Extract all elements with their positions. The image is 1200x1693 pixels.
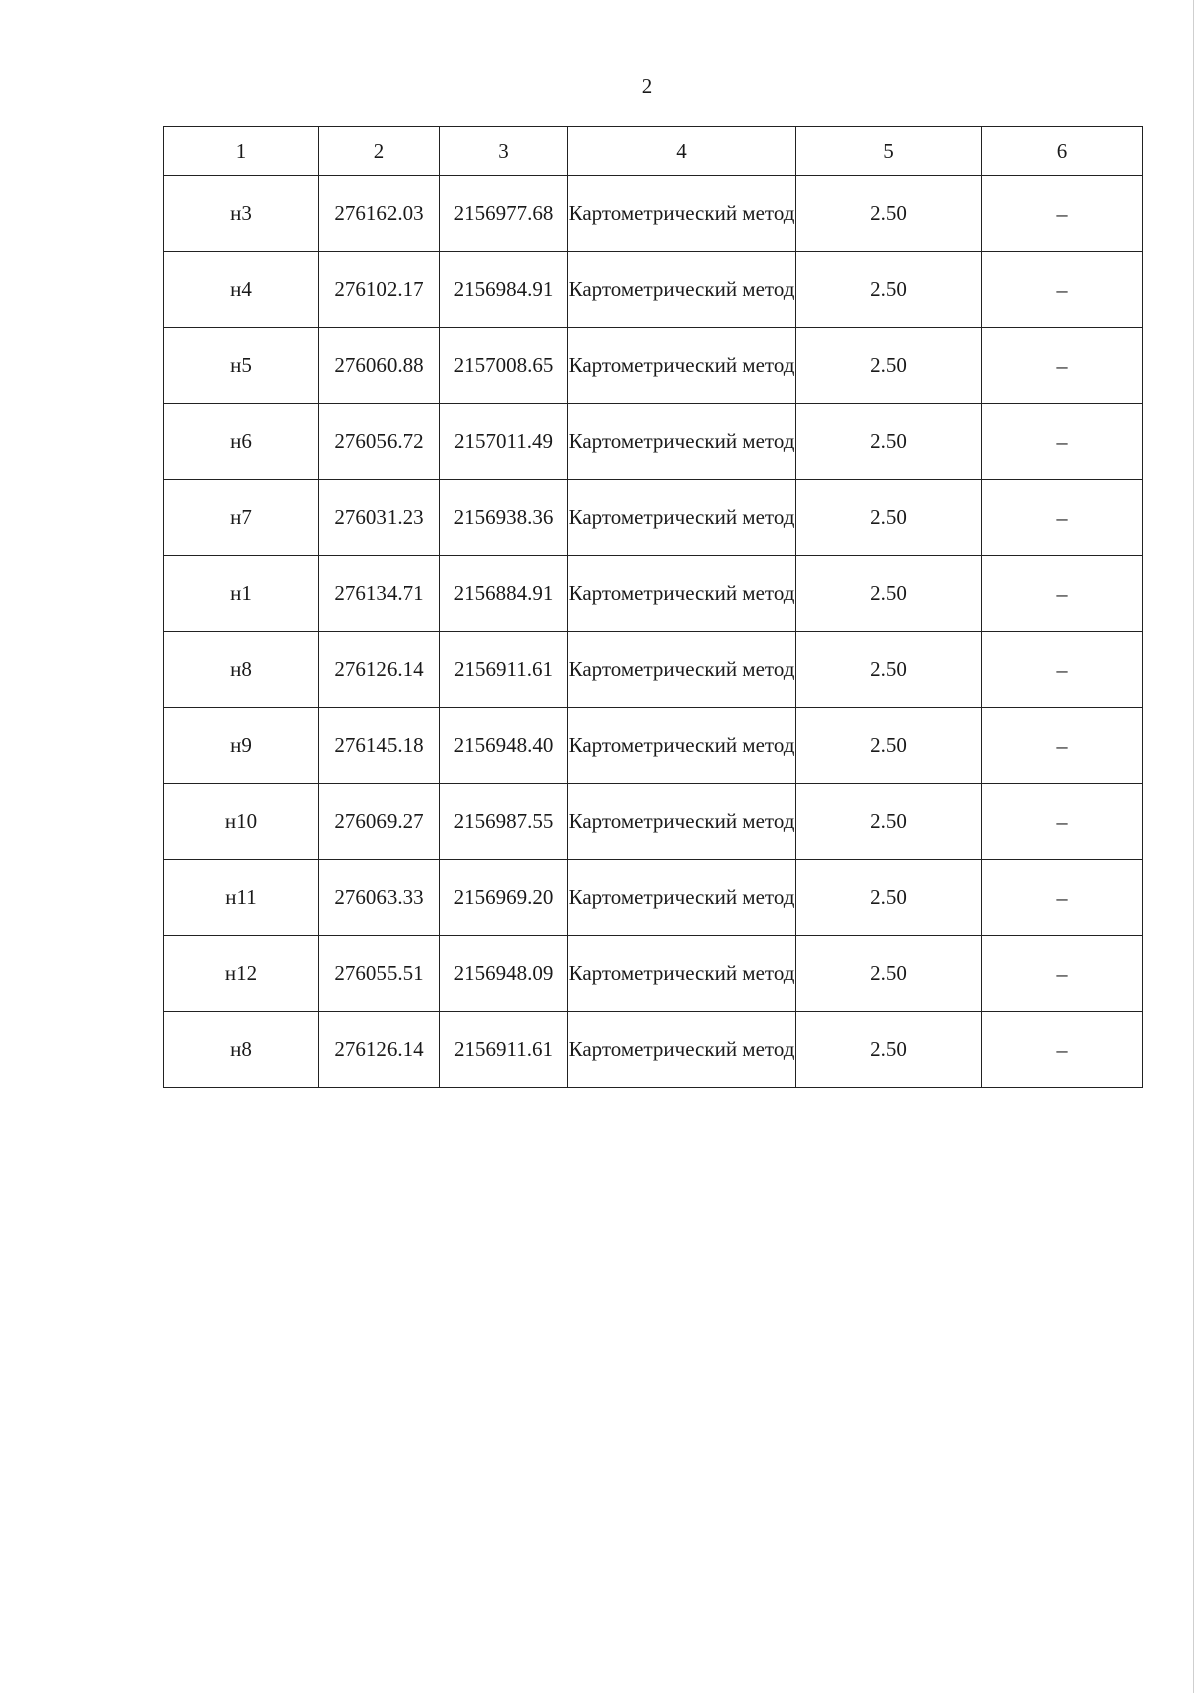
note-cell: –: [982, 328, 1143, 404]
method-cell: Картометрический метод: [568, 784, 796, 860]
note-cell: –: [982, 556, 1143, 632]
y-coordinate-cell: 2157011.49: [440, 404, 568, 480]
table-row: [164, 404, 1143, 480]
table-row: [164, 936, 1143, 1012]
point-cell: н1: [164, 556, 319, 632]
x-coordinate-cell: 276162.03: [319, 176, 440, 252]
point-cell: н12: [164, 936, 319, 1012]
table-row: [164, 176, 1143, 252]
accuracy-cell: 2.50: [796, 252, 982, 328]
y-coordinate-cell: 2156911.61: [440, 1012, 568, 1088]
y-coordinate-cell: 2156969.20: [440, 860, 568, 936]
point-cell: н9: [164, 708, 319, 784]
note-cell: –: [982, 708, 1143, 784]
point-cell: н8: [164, 1012, 319, 1088]
y-coordinate-cell: 2156884.91: [440, 556, 568, 632]
table-body: [164, 176, 1143, 1088]
scan-edge-line: [1193, 0, 1194, 1693]
note-cell: –: [982, 404, 1143, 480]
header-col-6: 6: [982, 127, 1143, 176]
table-row: [164, 556, 1143, 632]
table-row: [164, 632, 1143, 708]
table-row: [164, 860, 1143, 936]
x-coordinate-cell: 276060.88: [319, 328, 440, 404]
header-col-5: 5: [796, 127, 982, 176]
table-row: [164, 328, 1143, 404]
accuracy-cell: 2.50: [796, 176, 982, 252]
table-row: [164, 252, 1143, 328]
header-col-3: 3: [440, 127, 568, 176]
y-coordinate-cell: 2156911.61: [440, 632, 568, 708]
point-cell: н7: [164, 480, 319, 556]
point-cell: н11: [164, 860, 319, 936]
x-coordinate-cell: 276145.18: [319, 708, 440, 784]
accuracy-cell: 2.50: [796, 936, 982, 1012]
method-cell: Картометрический метод: [568, 176, 796, 252]
point-cell: н8: [164, 632, 319, 708]
x-coordinate-cell: 276063.33: [319, 860, 440, 936]
x-coordinate-cell: 276126.14: [319, 1012, 440, 1088]
point-cell: н5: [164, 328, 319, 404]
accuracy-cell: 2.50: [796, 480, 982, 556]
x-coordinate-cell: 276134.71: [319, 556, 440, 632]
note-cell: –: [982, 860, 1143, 936]
header-col-1: 1: [164, 127, 319, 176]
coordinates-table: [163, 126, 1143, 1088]
note-cell: –: [982, 936, 1143, 1012]
accuracy-cell: 2.50: [796, 632, 982, 708]
y-coordinate-cell: 2156938.36: [440, 480, 568, 556]
y-coordinate-cell: 2156987.55: [440, 784, 568, 860]
x-coordinate-cell: 276031.23: [319, 480, 440, 556]
accuracy-cell: 2.50: [796, 1012, 982, 1088]
header-col-2: 2: [319, 127, 440, 176]
method-cell: Картометрический метод: [568, 556, 796, 632]
note-cell: –: [982, 784, 1143, 860]
x-coordinate-cell: 276126.14: [319, 632, 440, 708]
y-coordinate-cell: 2157008.65: [440, 328, 568, 404]
method-cell: Картометрический метод: [568, 1012, 796, 1088]
method-cell: Картометрический метод: [568, 480, 796, 556]
note-cell: –: [982, 480, 1143, 556]
note-cell: –: [982, 632, 1143, 708]
method-cell: Картометрический метод: [568, 328, 796, 404]
note-cell: –: [982, 1012, 1143, 1088]
table-row: [164, 1012, 1143, 1088]
method-cell: Картометрический метод: [568, 632, 796, 708]
point-cell: н10: [164, 784, 319, 860]
table-header-row: [164, 127, 1143, 176]
accuracy-cell: 2.50: [796, 860, 982, 936]
method-cell: Картометрический метод: [568, 860, 796, 936]
point-cell: н4: [164, 252, 319, 328]
method-cell: Картометрический метод: [568, 252, 796, 328]
x-coordinate-cell: 276069.27: [319, 784, 440, 860]
y-coordinate-cell: 2156977.68: [440, 176, 568, 252]
accuracy-cell: 2.50: [796, 328, 982, 404]
method-cell: Картометрический метод: [568, 936, 796, 1012]
x-coordinate-cell: 276056.72: [319, 404, 440, 480]
point-cell: н3: [164, 176, 319, 252]
x-coordinate-cell: 276055.51: [319, 936, 440, 1012]
method-cell: Картометрический метод: [568, 404, 796, 480]
table-row: [164, 480, 1143, 556]
point-cell: н6: [164, 404, 319, 480]
header-col-4: 4: [568, 127, 796, 176]
accuracy-cell: 2.50: [796, 556, 982, 632]
method-cell: Картометрический метод: [568, 708, 796, 784]
accuracy-cell: 2.50: [796, 784, 982, 860]
table-row: [164, 784, 1143, 860]
accuracy-cell: 2.50: [796, 404, 982, 480]
page-number: 2: [641, 74, 653, 98]
accuracy-cell: 2.50: [796, 708, 982, 784]
y-coordinate-cell: 2156948.40: [440, 708, 568, 784]
note-cell: –: [982, 252, 1143, 328]
note-cell: –: [982, 176, 1143, 252]
x-coordinate-cell: 276102.17: [319, 252, 440, 328]
y-coordinate-cell: 2156984.91: [440, 252, 568, 328]
y-coordinate-cell: 2156948.09: [440, 936, 568, 1012]
table-row: [164, 708, 1143, 784]
